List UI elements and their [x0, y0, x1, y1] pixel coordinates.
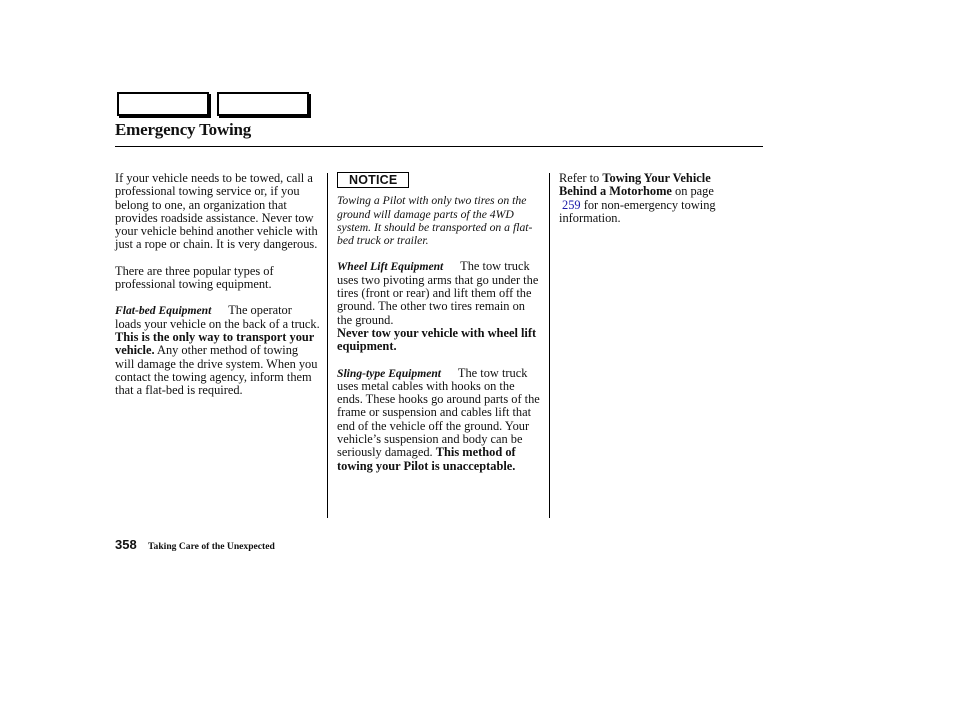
- flatbed-text: The operator loads your vehicle on the back of a truck.: [115, 303, 320, 331]
- wheel-lift-warning: Never tow your vehicle with wheel lift equipment.: [337, 325, 537, 354]
- page-number: 358: [115, 537, 137, 552]
- flatbed-heading: Flat-bed Equipment: [115, 304, 212, 318]
- sling-heading: Sling-type Equipment: [337, 366, 442, 380]
- next-page-button[interactable]: [217, 92, 309, 116]
- flatbed-paragraph: [115, 304, 320, 397]
- reference-text-2: on page: [675, 184, 714, 199]
- intro-paragraph: If your vehicle needs to be towed, call a professional towing service or, if you belong to one, an organization that provides roadside assistance. Never tow your vehicle behind another vehicle with just a rope or chain. It is very dangerous.: [115, 171, 318, 252]
- flatbed-warning: This is the only way to transport your vehicle.: [115, 329, 315, 358]
- column-right: [559, 172, 737, 238]
- prev-page-button[interactable]: [117, 92, 209, 116]
- sling-text: The tow truck uses metal cables with hooks on the ends. These hooks go around parts of the frame or suspension and cables lift that end of the vehicle off the ground. Your vehicle’s suspension and body can be seriously damaged.: [337, 365, 540, 460]
- title-divider: [115, 146, 763, 147]
- wheel-lift-heading: Wheel Lift Equipment: [337, 260, 444, 274]
- column-divider-1: [327, 173, 328, 518]
- page-title: Emergency Towing: [115, 120, 252, 139]
- wheel-lift-text: The tow truck uses two pivoting arms that go under the tires (front or rear) and lift them off the ground. The other two tires remain on the ground.: [337, 259, 539, 327]
- page-link[interactable]: 259: [562, 197, 581, 212]
- flatbed-text-2: Any other method of towing will damage the drive system. When you contact the towing agency, inform them that a flat-bed is required.: [115, 343, 318, 398]
- reference-text-3: for non-emergency towing information.: [559, 197, 716, 225]
- column-middle: [337, 172, 542, 486]
- sling-warning: This method of towing your Pilot is unacceptable.: [337, 445, 516, 473]
- reference-text: Refer to: [559, 171, 600, 185]
- wheel-lift-paragraph: [337, 260, 542, 353]
- reference-paragraph: [559, 172, 737, 225]
- section-title: Taking Care of the Unexpected: [148, 541, 275, 552]
- notice-text: Towing a Pilot with only two tires on the ground will damage parts of the 4WD system. It should be transported on a flat-bed truck or trailer.: [337, 194, 533, 248]
- reference-title: Towing Your Vehicle Behind a Motorhome: [559, 171, 711, 199]
- types-paragraph: There are three popular types of professional towing equipment.: [115, 263, 274, 292]
- sling-paragraph: [337, 367, 542, 473]
- column-left: [115, 172, 320, 410]
- column-divider-2: [549, 173, 550, 518]
- notice-label: NOTICE: [337, 172, 409, 188]
